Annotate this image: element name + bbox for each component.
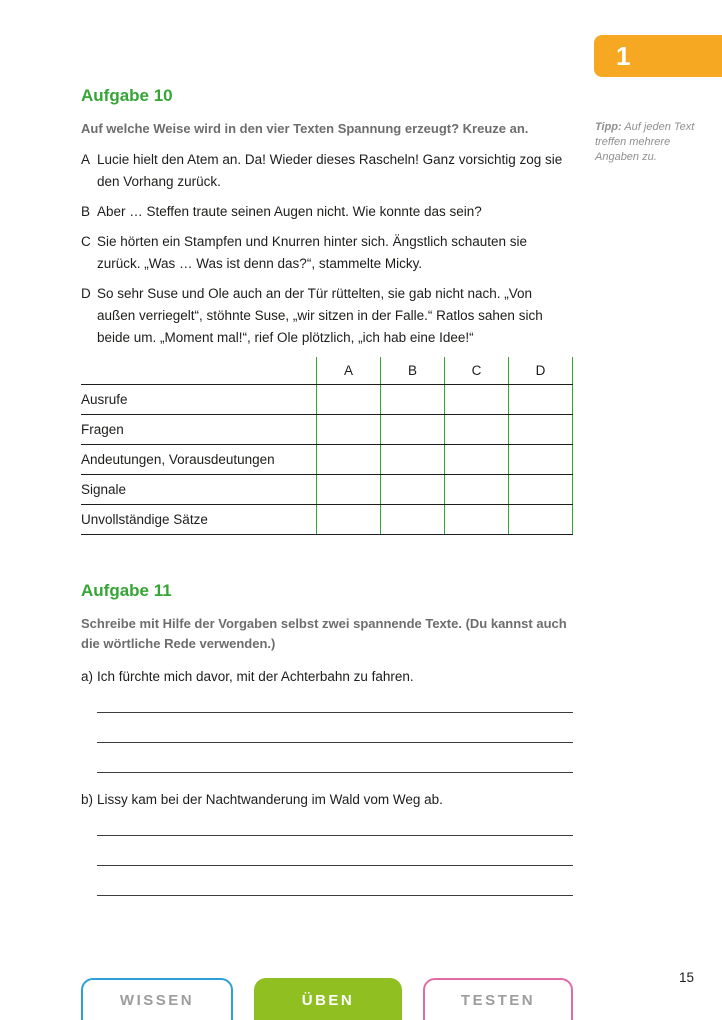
text-option-c <box>81 231 573 275</box>
answer-cell-d[interactable] <box>509 474 573 504</box>
row-label: Andeutungen, Vorausdeutungen <box>81 444 317 474</box>
text-option-b <box>81 201 573 223</box>
main-content <box>81 0 573 896</box>
answer-cell-b[interactable] <box>381 444 445 474</box>
wissen-button[interactable]: WISSEN <box>81 978 233 1020</box>
option-letter-a: A <box>81 152 91 167</box>
answer-cell-a[interactable] <box>317 414 381 444</box>
prompt-b-label: b) <box>81 791 94 807</box>
answer-cell-b[interactable] <box>381 474 445 504</box>
writing-lines-a <box>81 683 573 773</box>
page-number: 15 <box>678 970 694 985</box>
answer-cell-c[interactable] <box>445 474 509 504</box>
column-header-a: A <box>317 357 381 384</box>
prompt-b-text: Lissy kam bei der Nachtwanderung im Wald vom Weg ab. <box>97 791 443 807</box>
table-row-unvollstaendige-saetze <box>81 504 573 534</box>
row-label: Fragen <box>81 414 317 444</box>
column-header-b: B <box>381 357 445 384</box>
ueben-button[interactable]: ÜBEN <box>254 978 402 1020</box>
option-letter-c: C <box>81 234 91 249</box>
table-row-ausrufe <box>81 384 573 414</box>
tip-label: Tipp: <box>595 121 622 133</box>
option-text-d: So sehr Suse und Ole auch an der Tür rüttelten, sie gab nicht nach. „Von außen verriegelt“, stöhnte Suse, „wir sitzen in der Falle.“ Ratlos sahen sich beide um. „Moment mal!“, rief Ole plötzlich, „ich hab eine Idee!“ <box>97 286 543 345</box>
prompt-a-label: a) <box>81 668 94 684</box>
answer-cell-c[interactable] <box>445 414 509 444</box>
option-letter-d: D <box>81 286 91 301</box>
prompt-b <box>81 789 573 811</box>
answer-cell-c[interactable] <box>445 444 509 474</box>
answer-cell-c[interactable] <box>445 504 509 534</box>
answer-cell-c[interactable] <box>445 384 509 414</box>
answer-cell-a[interactable] <box>317 474 381 504</box>
table-row-signale <box>81 474 573 504</box>
answer-cell-a[interactable] <box>317 444 381 474</box>
task11-title: Aufgabe 11 <box>81 580 172 600</box>
answer-cell-d[interactable] <box>509 444 573 474</box>
text-option-a <box>81 149 573 193</box>
chapter-badge <box>594 35 722 77</box>
row-label: Unvollständige Sätze <box>81 504 317 534</box>
tip-note <box>595 120 705 165</box>
column-header-d: D <box>509 357 573 384</box>
answer-cell-d[interactable] <box>509 414 573 444</box>
option-letter-b: B <box>81 204 91 219</box>
table-row-andeutungen <box>81 444 573 474</box>
answer-cell-b[interactable] <box>381 504 445 534</box>
prompt-a <box>81 666 573 688</box>
answer-cell-a[interactable] <box>317 504 381 534</box>
writing-lines-b <box>81 806 573 896</box>
row-label: Signale <box>81 474 317 504</box>
option-text-a: Lucie hielt den Atem an. Da! Wieder dieses Rascheln! Ganz vorsichtig zog sie den Vorhang zurück. <box>97 152 563 189</box>
writing-line[interactable] <box>97 743 573 773</box>
writing-line[interactable] <box>97 836 573 866</box>
answer-cell-b[interactable] <box>381 414 445 444</box>
task11-instruction: Schreibe mit Hilfe der Vorgaben selbst zwei spannende Texte. (Du kannst auch die wörtliche Rede verwenden.) <box>81 615 567 651</box>
testen-button[interactable]: TESTEN <box>423 978 573 1020</box>
option-text-b: Aber … Steffen traute seinen Augen nicht. Wie konnte das sein? <box>97 204 482 219</box>
text-options <box>81 149 573 349</box>
writing-line[interactable] <box>97 866 573 896</box>
table-header-row <box>81 357 573 384</box>
task10-title: Aufgabe 10 <box>81 86 173 105</box>
footer-tabs <box>81 978 573 1020</box>
column-header-c: C <box>445 357 509 384</box>
task10-instruction: Auf welche Weise wird in den vier Texten Spannung erzeugt? Kreuze an. <box>81 121 529 136</box>
row-label: Ausrufe <box>81 384 317 414</box>
answer-table <box>81 357 573 535</box>
chapter-number: 1 <box>616 40 631 71</box>
answer-cell-a[interactable] <box>317 384 381 414</box>
text-option-d <box>81 283 573 349</box>
prompt-a-text: Ich fürchte mich davor, mit der Achterbahn zu fahren. <box>97 668 414 684</box>
answer-cell-d[interactable] <box>509 504 573 534</box>
option-text-c: Sie hörten ein Stampfen und Knurren hinter sich. Ängstlich schauten sie zurück. „Was … Was ist denn das?“, stammelte Micky. <box>97 234 528 271</box>
table-row-fragen <box>81 414 573 444</box>
table-corner-cell <box>81 357 317 384</box>
answer-cell-b[interactable] <box>381 384 445 414</box>
tip-text: Auf jeden Text treffen mehrere Angaben zu. <box>595 121 695 163</box>
answer-cell-d[interactable] <box>509 384 573 414</box>
writing-line[interactable] <box>97 713 573 743</box>
